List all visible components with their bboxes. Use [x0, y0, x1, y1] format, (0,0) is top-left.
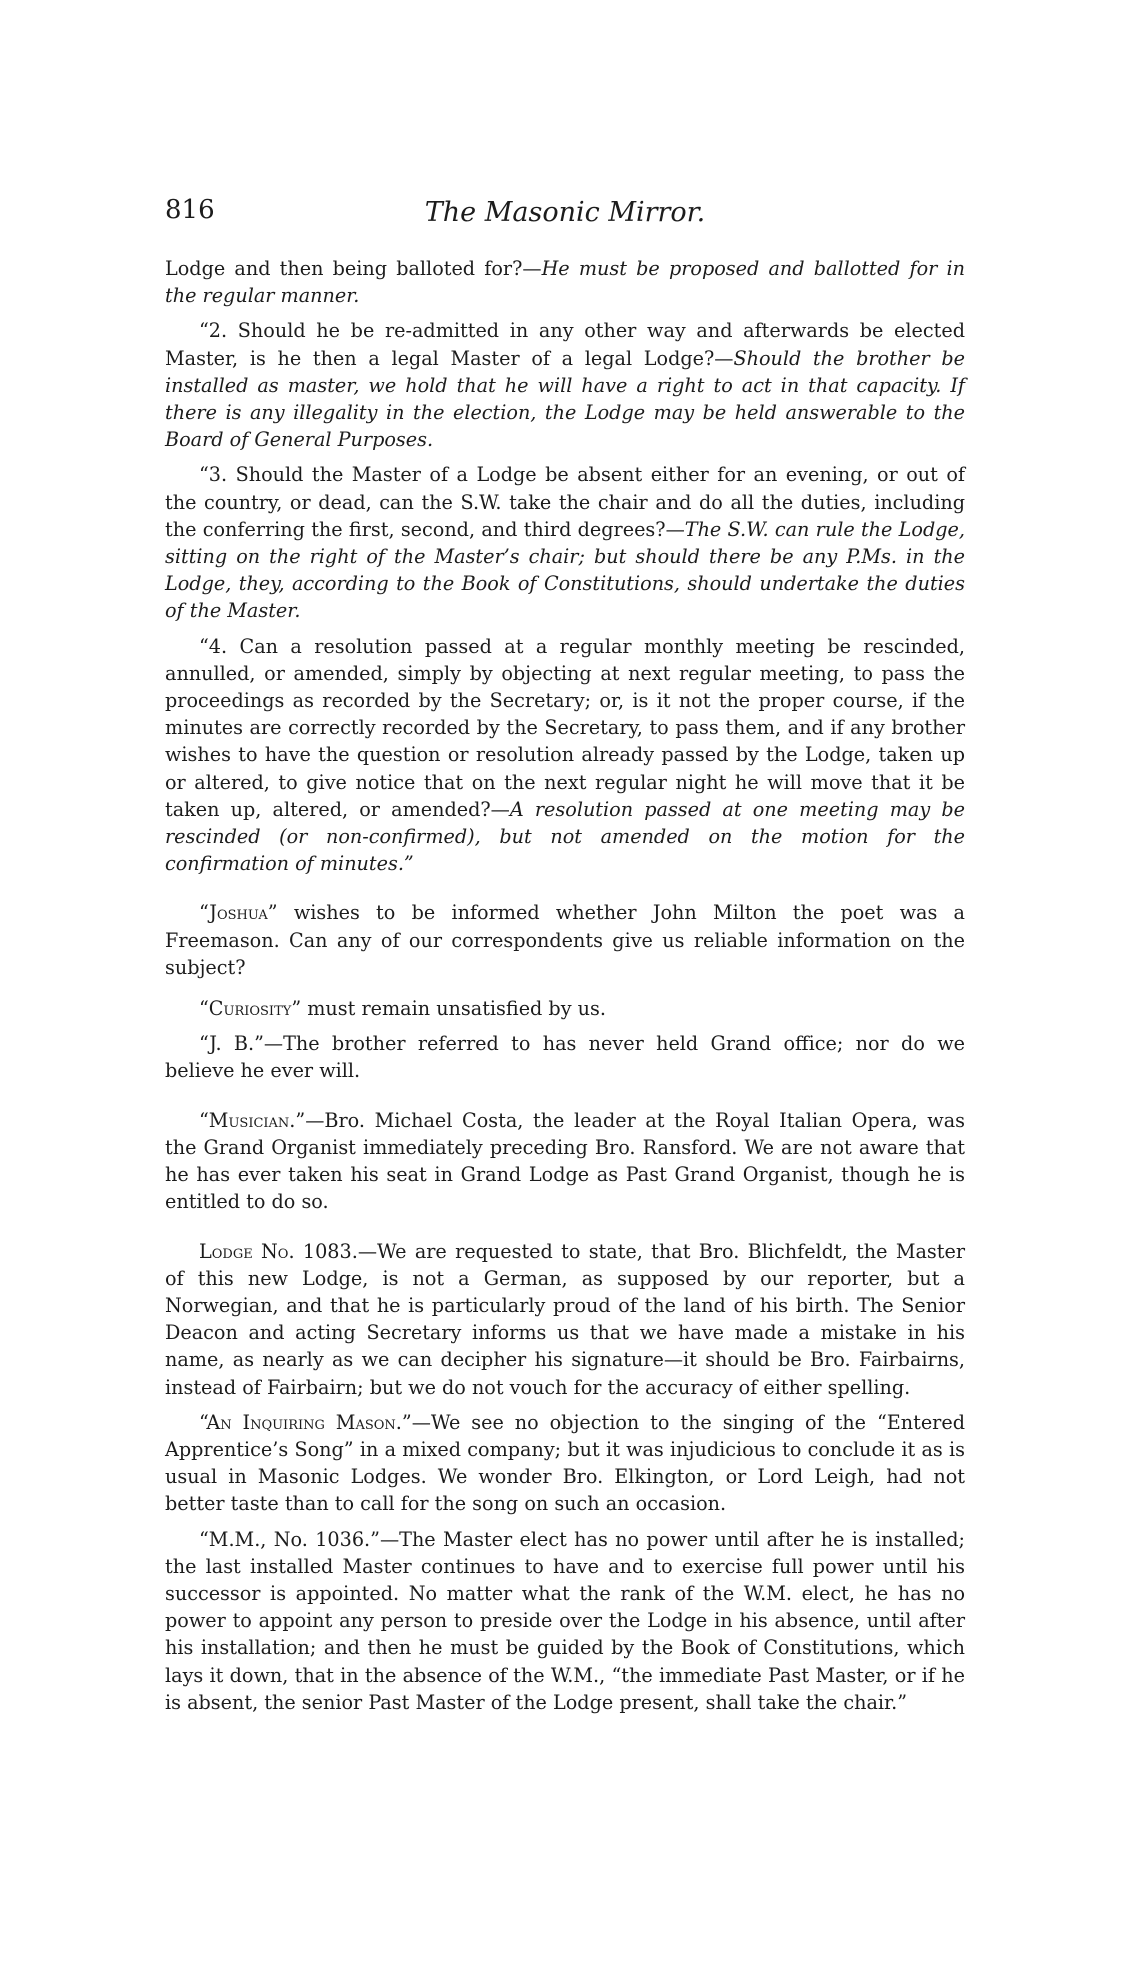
- answer-text: A resolution passed at one meeting may be rescinded (or non-confirmed), but not amended on the motion for the confirmation of minutes.”: [165, 797, 965, 876]
- correspondent-name: “An Inquiring Mason.”: [199, 1410, 412, 1434]
- correspondent-name: “Joshua”: [199, 901, 278, 925]
- paragraph-mm-1036: [165, 1526, 965, 1716]
- paragraph-question-2: [165, 317, 965, 453]
- correspondent-name: Lodge No. 1083.: [199, 1239, 358, 1263]
- correspondent-name: “Musician.”: [199, 1108, 306, 1132]
- reply-text: —We are requested to state, that Bro. Blichfeldt, the Master of this new Lodge, is not a German, as supposed by our reporter, but a Norwegian, and that he is particularly proud of the land of his birth. The Senior Deacon and acting Secretary informs us that we have made a mistake in his name, as nearly as we can decipher his signature—it should be Bro. Fairbairns, instead of Fairbairn; but we do not vouch for the accuracy of either spelling.: [165, 1239, 966, 1399]
- question-text: “2. Should he be re-admitted in any other way and afterwards be elected Master, is he then a legal Master of a legal Lodge?—: [165, 319, 965, 370]
- paragraph-musician: [165, 1107, 965, 1216]
- paragraph-inquiring-mason: [165, 1409, 965, 1518]
- page: [165, 195, 965, 1716]
- page-number: 816: [165, 195, 215, 225]
- paragraph-curiosity: [165, 995, 965, 1022]
- reply-text: —We see no objection to the singing of the “Entered Apprentice’s Song” in a mixed company; but it was injudicious to conclude it as is usual in Masonic Lodges. We wonder Bro. Elkington, or Lord Leigh, had not better taste than to call for the song on such an occasion.: [165, 1410, 965, 1516]
- page-header: [165, 195, 965, 255]
- correspondent-name: “J. B.”: [199, 1032, 264, 1056]
- reply-text: —Bro. Michael Costa, the leader at the Royal Italian Opera, was the Grand Organist immediately preceding Bro. Ransford. We are not aware that he has ever taken his seat in Grand Lodge as Past Grand Organist, though he is entitled to do so.: [165, 1108, 965, 1214]
- correspondent-name: “Curiosity”: [199, 997, 302, 1021]
- paragraph-question-4: [165, 633, 965, 878]
- question-text: “4. Can a resolution passed at a regular monthly meeting be rescinded, annulled, or amended, simply by objecting at next regular meeting, to pass the proceedings as recorded by the Secretary; or, is it not the proper course, if the minutes are correctly recorded by the Secretary, to pass them, and if any brother wishes to have the question or resolution already passed by the Lodge, taken up or altered, to give notice that on the next regular night he will move that it be taken up, altered, or amended?—: [165, 634, 965, 821]
- reply-text: must remain unsatisfied by us.: [301, 997, 606, 1021]
- answer-text: The S.W. can rule the Lodge, sitting on the right of the Master’s chair; but should there be any P.Ms. in the Lodge, they, according to the Book of Constitutions, should undertake the duties of the Master.: [165, 517, 965, 623]
- paragraph-question-3: [165, 461, 965, 624]
- paragraph-jb: [165, 1030, 965, 1084]
- question-text: Lodge and then being balloted for?—: [165, 257, 542, 280]
- question-text: “3. Should the Master of a Lodge be absent either for an evening, or out of the country, or dead, can the S.W. take the chair and do all the duties, including the conferring the first, second, and third degrees?—: [165, 463, 965, 541]
- reply-text: —The Master elect has no power until after he is installed; the last installed Master continues to have and to exercise full power until his successor is appointed. No matter what the rank of the W.M. elect, he has no power to appoint any person to preside over the Lodge in his absence, until after his installation; and then he must be guided by the Book of Constitutions, which lays it down, that in the absence of the W.M., “the immediate Past Master, or if he is absent, the senior Past Master of the Lodge present, shall take the chair.”: [165, 1527, 965, 1714]
- running-title: The Masonic Mirror.: [424, 197, 706, 228]
- paragraph-continued: [165, 255, 965, 309]
- answer-text: Should the brother be installed as master, we hold that he will have a right to act in that capacity. If there is any illegality in the election, the Lodge may be held answerable to the Board of General Purposes.: [165, 346, 965, 452]
- answer-text: He must be proposed and ballotted for in the regular manner.: [165, 257, 965, 308]
- reply-text: —The brother referred to has never held Grand office; nor do we believe he ever will.: [165, 1032, 965, 1083]
- reply-text: wishes to be informed whether John Milton the poet was a Freemason. Can any of our correspondents give us reliable information on the subject?: [165, 901, 965, 979]
- paragraph-joshua: [165, 899, 965, 981]
- correspondent-name: “M.M., No. 1036.”: [199, 1527, 380, 1551]
- paragraph-lodge-1083: [165, 1238, 965, 1401]
